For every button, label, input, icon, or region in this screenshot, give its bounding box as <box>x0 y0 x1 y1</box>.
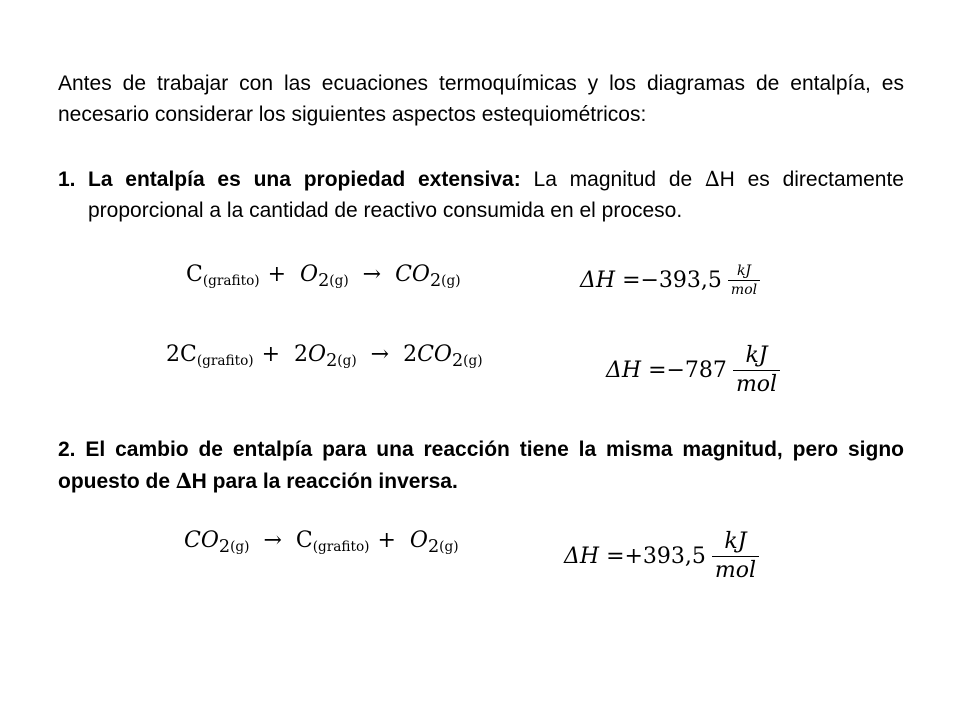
eq1-unit-den: mol <box>728 280 760 299</box>
equation-2-enthalpy <box>606 342 780 399</box>
eq3-product2-sub: 2 <box>427 536 440 557</box>
eq3-unit-fraction <box>712 528 759 585</box>
point-2-paragraph <box>58 434 904 497</box>
point-1-text-after: H es directamente proporcional a la cantidad de reactivo consumida en el proceso. <box>88 168 904 222</box>
eq2-reactant1-state: (grafito) <box>196 352 254 369</box>
eq2-unit-den: mol <box>733 370 780 399</box>
point-2-text-after: H para la reacción inversa. <box>191 470 458 493</box>
eq3-dh-label: ΔH = <box>564 544 625 569</box>
eq3-product1-state: (grafito) <box>312 538 370 555</box>
eq1-reactant1-state: (grafito) <box>202 272 260 289</box>
eq2-coef3: 2 <box>403 342 418 367</box>
eq2-product: CO <box>417 342 452 367</box>
eq3-arrow: → <box>263 528 282 553</box>
eq3-reactant: CO <box>184 528 219 553</box>
point-1-text-before: La magnitud de <box>520 168 705 191</box>
eq1-unit-num: kJ <box>736 263 752 279</box>
eq1-product: CO <box>395 262 430 287</box>
eq2-reactant1: C <box>180 342 197 367</box>
eq1-dh-label: ΔH = <box>580 268 641 293</box>
eq2-reactant2: O <box>308 342 327 367</box>
point-1-paragraph <box>58 164 904 226</box>
point-1-number: 1. <box>58 168 76 191</box>
eq1-product-state: (g) <box>441 272 461 289</box>
eq3-dh-value: +393,5 <box>624 544 706 569</box>
eq3-plus: + <box>377 528 396 553</box>
equation-1-reaction <box>186 262 461 291</box>
eq3-reactant-sub: 2 <box>218 536 231 557</box>
intro-paragraph: Antes de trabajar con las ecuaciones termoquímicas y los diagramas de entalpía, es necesario considerar los siguientes aspectos estequiométricos: <box>58 72 904 126</box>
delta-symbol-2: ∆ <box>175 468 192 493</box>
point-2-text-before: 2. El cambio de entalpía para una reacción tiene la misma magnitud, pero signo opuesto de <box>58 438 904 493</box>
eq3-unit-den: mol <box>712 556 759 585</box>
eq3-product2: O <box>409 528 428 553</box>
eq2-unit-fraction <box>733 342 780 399</box>
eq3-product2-state: (g) <box>439 538 459 555</box>
eq1-reactant1: C <box>186 262 203 287</box>
eq2-reactant2-state: (g) <box>337 352 357 369</box>
equation-1-enthalpy <box>580 262 760 299</box>
equation-3-reaction <box>184 528 459 557</box>
eq2-dh-value: −787 <box>666 358 727 383</box>
eq1-reactant2: O <box>300 262 319 287</box>
eq3-product1: C <box>295 528 313 553</box>
eq2-product-state: (g) <box>463 352 483 369</box>
equation-2-reaction <box>166 342 483 371</box>
eq2-arrow: → <box>370 342 390 367</box>
eq2-unit-num: kJ <box>745 343 768 368</box>
eq1-reactant2-sub: 2 <box>318 270 330 291</box>
eq2-coef2: 2 <box>294 342 309 367</box>
eq1-dh-value: −393,5 <box>640 268 722 293</box>
eq1-product-sub: 2 <box>429 270 442 291</box>
eq2-product-sub: 2 <box>451 350 464 371</box>
eq1-unit-fraction <box>728 262 760 299</box>
eq1-plus: + <box>267 262 287 287</box>
eq2-dh-label: ΔH = <box>606 358 667 383</box>
delta-symbol: ∆ <box>705 167 720 191</box>
point-1-body <box>88 164 904 226</box>
eq2-plus: + <box>261 342 281 367</box>
equation-3-enthalpy <box>564 528 759 585</box>
eq3-reactant-state: (g) <box>230 538 250 555</box>
eq1-reactant2-state: (g) <box>329 272 349 289</box>
eq1-arrow: → <box>362 262 382 287</box>
eq2-coef1: 2 <box>166 342 180 367</box>
point-1-heading: La entalpía es una propiedad extensiva: <box>88 168 521 191</box>
eq2-reactant2-sub: 2 <box>326 350 338 371</box>
eq3-unit-num: kJ <box>724 529 747 554</box>
